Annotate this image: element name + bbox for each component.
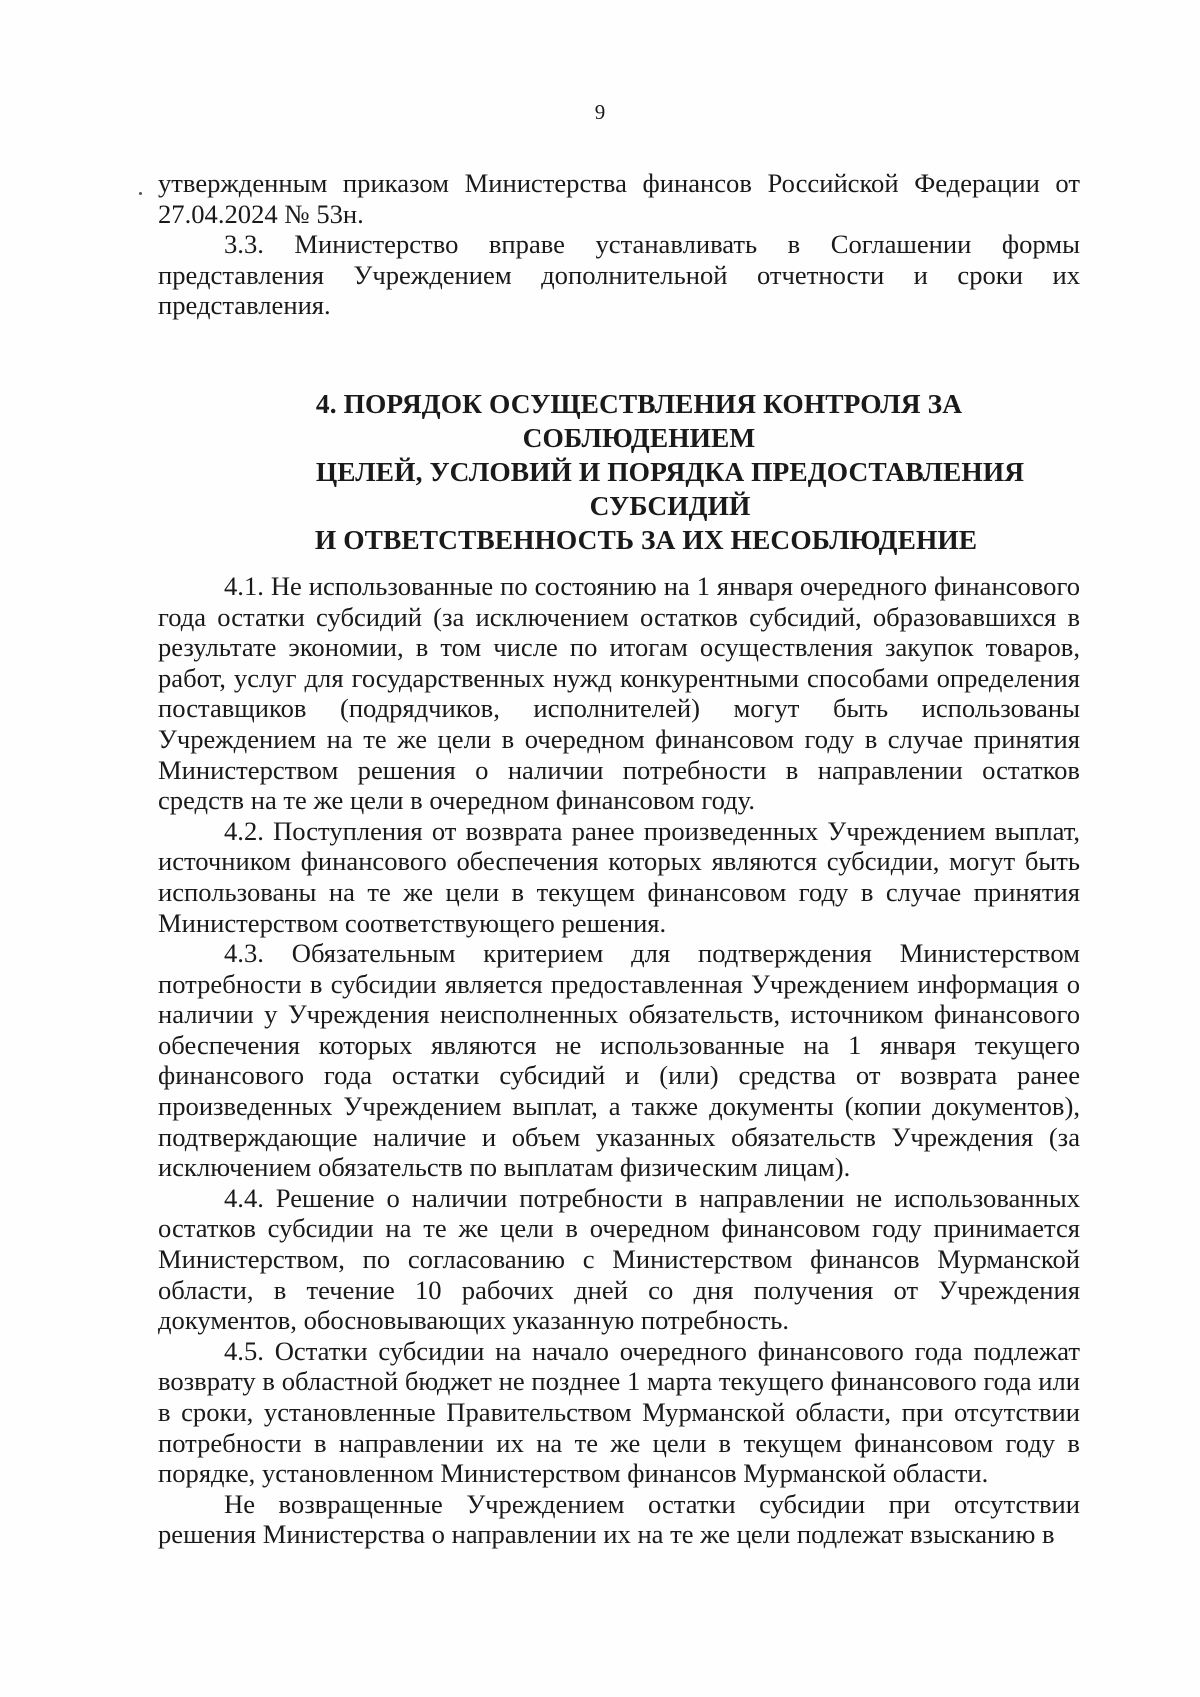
section-4-title-line-2: ЦЕЛЕЙ, УСЛОВИЙ И ПОРЯДКА ПРЕДОСТАВЛЕНИЯ СУБСИДИЙ (315, 456, 1025, 521)
section-4-title-line-3: И ОТВЕТСТВЕННОСТЬ ЗА ИХ НЕСОБЛЮДЕНИЕ (314, 524, 978, 555)
section-4-title-line-1: 4. ПОРЯДОК ОСУЩЕСТВЛЕНИЯ КОНТРОЛЯ ЗА СОБЛЮДЕНИЕМ (315, 388, 963, 453)
paragraph-4-5: 4.5. Остатки субсидии на начало очередного финансового года подлежат возврату в областной бюджет не позднее 1 марта текущего финансового года или в сроки, установленные Правительством Мурманской области, при отсутствии потребности в направлении их на те же цели в текущем финансовом году в порядке, установленном Министерством финансов Мурманской области. (158, 1335, 1080, 1489)
paragraph-4-3: 4.3. Обязательным критерием для подтверждения Министерством потребности в субсидии является предоставленная Учреждением информация о наличии у Учреждения неисполненных обязательств, источником финансового обеспечения которых являются не использованные на 1 января текущего финансового года остатки субсидий и (или) средства от возврата ранее произведенных Учреждением выплат, а также документы (копии документов), подтверждающие наличие и объем указанных обязательств Учреждения (за исключением обязательств по выплатам физическим лицам). (158, 938, 1080, 1183)
paragraph-4-1: 4.1. Не использованные по состоянию на 1 января очередного финансового года остатки субсидий (за исключением остатков субсидий, образовавшихся в результате экономии, в том числе по итогам осуществления закупок товаров, работ, услуг для государственных нужд конкурентными способами определения поставщиков (подрядчиков, исполнителей) могут быть использованы Учреждением на те же цели в очередном финансовом году в случае принятия Министерством решения о наличии потребности в направлении остатков средств на те же цели в очередном финансовом году. (158, 570, 1080, 816)
paragraph-4-2: 4.2. Поступления от возврата ранее произведенных Учреждением выплат, источником финансового обеспечения которых являются субсидии, могут быть использованы на те же цели в текущем финансовом году в случае принятия Министерством соответствующего решения. (158, 815, 1080, 938)
continuation-paragraph: утвержденным приказом Министерства финансов Российской Федерации от 27.04.2024 № 53н. (158, 168, 1080, 229)
paragraph-4-4: 4.4. Решение о наличии потребности в направлении не использованных остатков субсидии на те же цели в очередном финансовом году принимается Министерством, по согласованию с Министерством финансов Мурманской области, в течение 10 рабочих дней со дня получения от Учреждения документов, обосновывающих указанную потребность. (158, 1182, 1080, 1336)
page-number: 9 (594, 100, 606, 124)
paragraph-unreturned-remainders: Не возвращенные Учреждением остатки субсидии при отсутствии решения Министерства о направлении их на те же цели подлежат взысканию в (158, 1488, 1080, 1550)
scan-artifact-dot (139, 192, 142, 195)
document-body (158, 168, 1080, 1550)
paragraph-3-3: 3.3. Министерство вправе устанавливать в Соглашении формы представления Учреждением дополнительной отчетности и сроки их представления. (158, 229, 1080, 321)
section-4-title (158, 387, 1080, 557)
